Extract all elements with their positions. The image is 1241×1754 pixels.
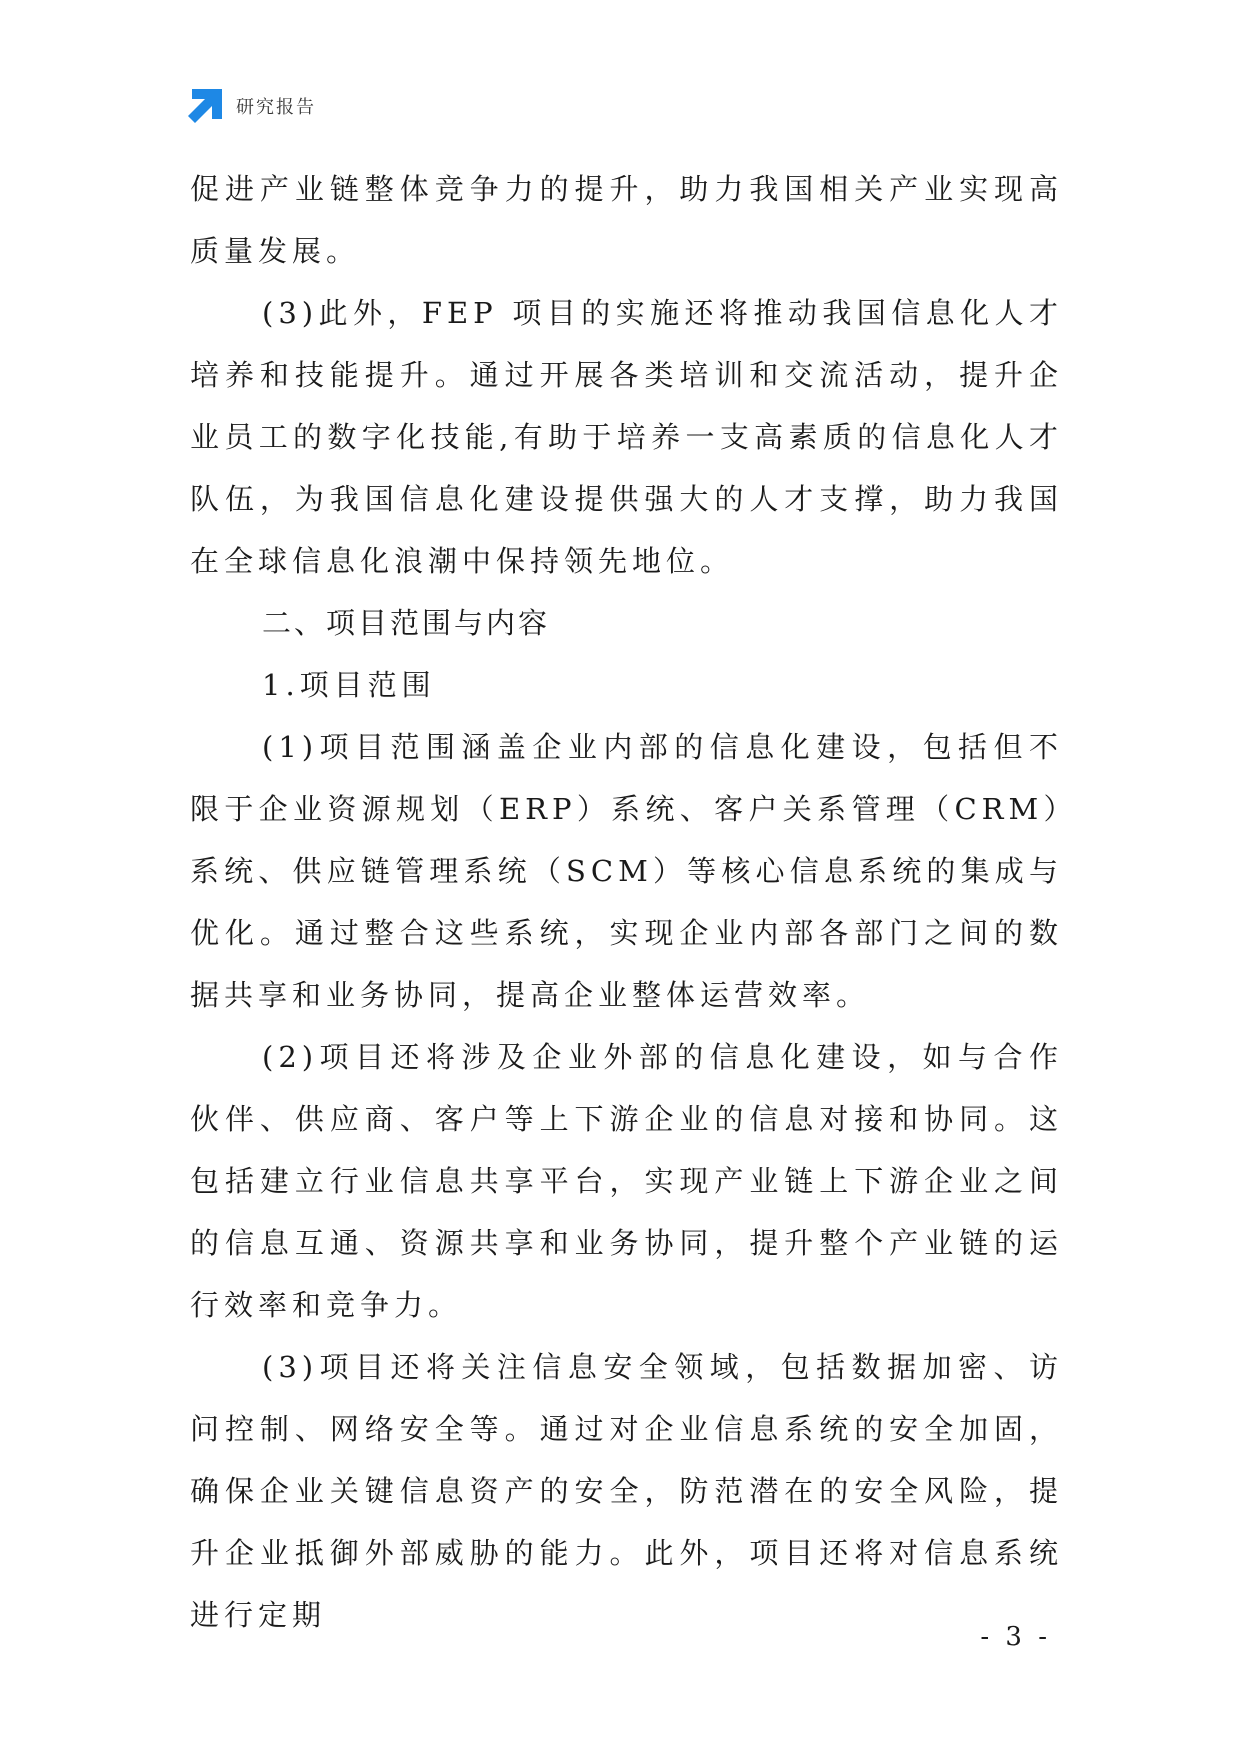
document-body [190, 158, 1063, 1646]
paragraph-talent: (3)此外，FEP 项目的实施还将推动我国信息化人才培养和技能提升。通过开展各类培训和交流活动，提升企业员工的数字化技能,有助于培养一支高素质的信息化人才队伍，为我国信息化建设提供强大的人才支撑，助力我国在全球信息化浪潮中保持领先地位。 [190, 296, 1063, 578]
page-header [188, 88, 316, 124]
paragraph-internal-scope: (1)项目范围涵盖企业内部的信息化建设，包括但不限于企业资源规划（ERP）系统、客户关系管理（CRM）系统、供应链管理系统（SCM）等核心信息系统的集成与优化。通过整合这些系统，实现企业内部各部门之间的数据共享和业务协同，提高企业整体运营效率。 [190, 730, 1063, 1012]
paragraph-continuation: 促进产业链整体竞争力的提升，助力我国相关产业实现高质量发展。 [190, 172, 1063, 268]
report-logo-icon [188, 89, 222, 123]
paragraph-security-scope: (3)项目还将关注信息安全领域，包括数据加密、访问控制、网络安全等。通过对企业信息系统的安全加固，确保企业关键信息资产的安全，防范潜在的安全风险，提升企业抵御外部威胁的能力。此外，项目还将对信息系统进行定期 [190, 1350, 1063, 1632]
header-title: 研究报告 [236, 97, 316, 118]
subheading: 1.项目范围 [262, 668, 436, 702]
section-heading: 二、项目范围与内容 [262, 606, 551, 640]
page-number: - 3 - [980, 1622, 1051, 1652]
paragraph-external-scope: (2)项目还将涉及企业外部的信息化建设，如与合作伙伴、供应商、客户等上下游企业的信息对接和协同。这包括建立行业信息共享平台，实现产业链上下游企业之间的信息互通、资源共享和业务协同，提升整个产业链的运行效率和竞争力。 [190, 1040, 1063, 1322]
